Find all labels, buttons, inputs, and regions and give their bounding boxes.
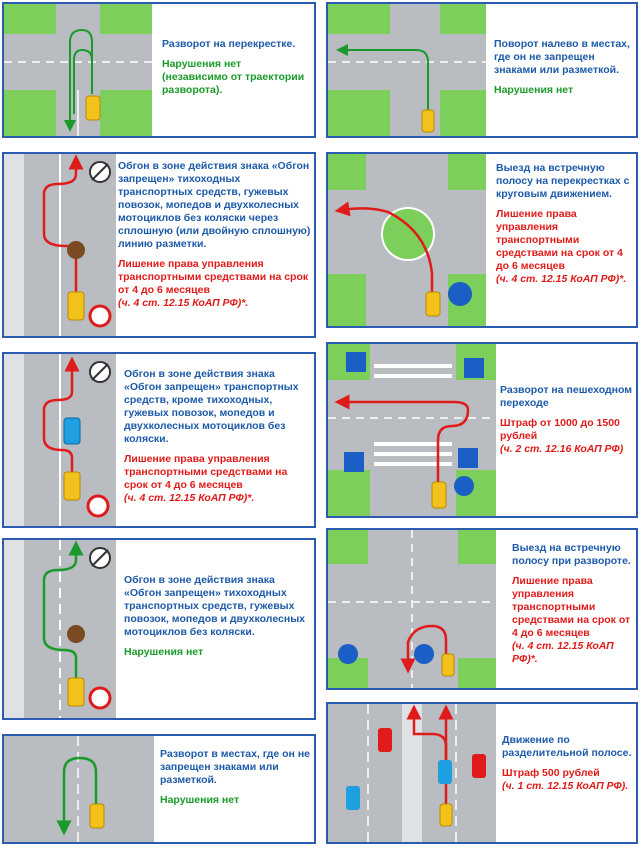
card-reference: (ч. 1 ст. 12.15 КоАП РФ). xyxy=(502,780,629,792)
card-description: Разворот в местах, где он не запрещен знаками или разметкой. xyxy=(160,748,310,786)
card-uturn-allowed xyxy=(2,734,316,844)
card-result: Нарушения нет xyxy=(160,794,240,806)
car-icon xyxy=(432,482,446,508)
card-description: Обгон в зоне действия знака «Обгон запрещен» транспортных средств, кроме тихоходных, гужевых повозок, мопедов и двухколесных мотоциклов без коляски. xyxy=(124,368,299,445)
car-icon xyxy=(346,786,360,810)
car-icon xyxy=(90,804,104,828)
no-overtaking-sign-icon xyxy=(90,688,110,708)
card-description: Поворот налево в местах, где он не запрещен знаками или разметкой. xyxy=(494,38,630,76)
card-result: Нарушения нет xyxy=(124,646,204,658)
car-icon xyxy=(472,754,486,778)
car-icon xyxy=(68,292,84,320)
card-result: Лишение права управления транспортными средствами на срок от 4 до 6 месяцев xyxy=(124,453,288,491)
road-scene xyxy=(4,354,116,526)
road-scene xyxy=(4,540,116,718)
card-overtake-regular xyxy=(2,352,316,528)
card-result: Нарушения нет xyxy=(162,58,242,70)
card-median-driving xyxy=(326,702,638,844)
card-left-turn xyxy=(326,2,638,138)
road-scene xyxy=(328,530,496,688)
car-icon xyxy=(438,760,452,784)
car-icon xyxy=(68,678,84,706)
card-result-extra: (независимо от траектории разворота). xyxy=(162,71,305,96)
card-description: Обгон в зоне действия знака «Обгон запрещен» тихоходных транспортных средств, гужевых повозок, мопедов и двухколесных мотоциклов без коляски через сплошную (или двойную сплошную) линию разметки. xyxy=(118,160,311,250)
crosswalk-sign-icon xyxy=(464,358,484,378)
road-scene xyxy=(328,344,496,516)
motorcycle-icon xyxy=(67,625,85,643)
no-overtaking-sign-icon xyxy=(90,306,110,326)
car-icon xyxy=(422,110,434,132)
crosswalk-sign-icon xyxy=(344,452,364,472)
no-overtaking-sign-icon xyxy=(88,496,108,516)
road-scene xyxy=(4,736,154,842)
direction-sign-icon xyxy=(414,644,434,664)
car-icon xyxy=(86,96,100,120)
card-crosswalk-uturn xyxy=(326,342,638,518)
motorcycle-icon xyxy=(67,241,85,259)
road-scene xyxy=(328,704,496,842)
card-description: Разворот на пешеходном переходе xyxy=(500,384,633,409)
card-roundabout xyxy=(326,152,638,328)
crosswalk-sign-icon xyxy=(458,448,478,468)
road-scene xyxy=(4,154,116,336)
card-description: Движение по разделительной полосе. xyxy=(502,734,632,759)
road-scene xyxy=(328,4,486,136)
card-reference: (ч. 2 ст. 12.16 КоАП РФ) xyxy=(500,443,624,455)
card-reference: (ч. 4 ст. 12.15 КоАП РФ)*. xyxy=(118,297,249,309)
road-scene xyxy=(4,4,152,136)
car-icon xyxy=(64,418,80,444)
roundabout-sign-icon xyxy=(448,282,472,306)
card-result: Штраф от 1000 до 1500 рублей xyxy=(500,417,620,442)
direction-sign-icon xyxy=(338,644,358,664)
car-icon xyxy=(426,292,440,316)
card-result: Лишение права управления транспортными средствами на срок от 4 до 6 месяцев xyxy=(118,258,309,296)
car-icon xyxy=(378,728,392,752)
card-overtake-solid-line xyxy=(2,152,316,338)
card-description: Разворот на перекрестке. xyxy=(162,38,296,50)
card-result: Лишение права управления транспортными средствами на срок от 4 до 6 месяцев xyxy=(496,208,623,272)
card-oncoming-uturn xyxy=(326,528,638,690)
card-result: Нарушения нет xyxy=(494,84,574,96)
card-description: Выезд на встречную полосу при развороте. xyxy=(512,542,631,567)
card-description: Обгон в зоне действия знака «Обгон запрещен» тихоходных транспортных средств, гужевых повозок, мопедов и двухколесных мотоциклов без коляски. xyxy=(124,574,306,638)
card-reference: (ч. 4 ст. 12.15 КоАП РФ)*. xyxy=(496,273,627,285)
card-overtake-allowed xyxy=(2,538,316,720)
card-uturn-intersection xyxy=(2,2,316,138)
car-icon xyxy=(64,472,80,500)
card-result: Штраф 500 рублей xyxy=(502,767,600,779)
road-scene xyxy=(328,154,486,326)
car-icon xyxy=(440,804,452,826)
card-description: Выезд на встречную полосу на перекрестках с круговым движением. xyxy=(496,162,630,200)
card-result: Лишение права управления транспортными средствами на срок от 4 до 6 месяцев xyxy=(512,575,631,639)
card-reference: (ч. 4 ст. 12.15 КоАП РФ)*. xyxy=(124,492,255,504)
crosswalk-sign-icon xyxy=(346,352,366,372)
car-icon xyxy=(442,654,454,676)
card-reference: (ч. 4 ст. 12.15 КоАП РФ)*. xyxy=(512,640,614,665)
direction-sign-icon xyxy=(454,476,474,496)
